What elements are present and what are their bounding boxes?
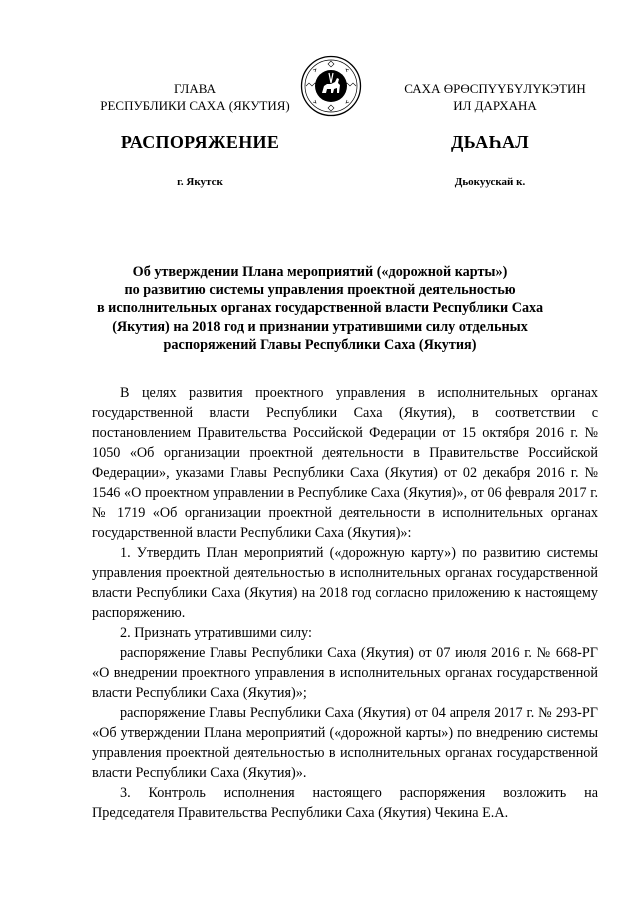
coat-of-arms-icon bbox=[300, 55, 362, 117]
body-item-2-sub-1: распоряжение Главы Республики Саха (Якутия) от 07 июля 2016 г. № 668-РГ «О внедрении проектного управления в исполнительных органах государственной власти Республики Саха (Якутия)»; bbox=[92, 645, 598, 701]
title-line: по развитию системы управления проектной деятельностью bbox=[124, 282, 516, 299]
issuer-sakha-line-1: САХА ӨРӨСПҮҮБҮЛҮКЭТИН bbox=[404, 81, 586, 96]
doc-type-sakha: ДЬАҺАЛ bbox=[451, 132, 529, 152]
title-line: в исполнительных органах государственной власти Республики Саха bbox=[96, 300, 544, 317]
doc-type-ru: РАСПОРЯЖЕНИЕ bbox=[120, 132, 280, 152]
city-ru: г. Якутск bbox=[177, 176, 223, 188]
title-line: (Якутия) на 2018 год и признании утратившими силу отдельных bbox=[112, 318, 528, 335]
issuer-name-ru bbox=[70, 80, 320, 114]
issuer-sakha-line-2: ИЛ ДАРХАНА bbox=[453, 98, 537, 113]
body-item-1: 1. Утвердить План мероприятий («дорожную карту») по развитию системы управления проектной деятельностью в исполнительных органах государственной власти Республики Саха (Якутия) на 2018 год согласно приложению к настоящему распоряжению. bbox=[92, 545, 598, 621]
issuer-name-sakha bbox=[385, 80, 605, 114]
issuer-line-2: РЕСПУБЛИКИ САХА (ЯКУТИЯ) bbox=[100, 98, 290, 113]
body-item-2-sub-2: распоряжение Главы Республики Саха (Якутия) от 04 апреля 2017 г. № 293-РГ «Об утверждении Плана мероприятий («дорожной карты») по внедрению системы управления проектной деятельностью в исполнительных органах государственной власти Республики Саха (Якутия)». bbox=[92, 705, 598, 781]
document-title bbox=[92, 263, 548, 354]
body-preamble: В целях развития проектного управления в исполнительных органах государственной власти Республики Саха (Якутия), в соответствии с постановлением Правительства Российской Федерации от 15 октября 2016 г. № 1050 «Об организации проектной деятельности в Правительстве Российской Федерации», указами Главы Республики Саха (Якутия) от 02 декабря 2016 г. № 1546 «О проектном управлении в Республике Саха (Якутия)», от 06 февраля 2017 г. № 1719 «Об организации проектной деятельности в исполнительных органах государственной власти Республики Саха (Якутия)»: bbox=[92, 385, 598, 541]
document-body bbox=[92, 383, 598, 823]
city-sakha: Дьокуускай к. bbox=[454, 176, 526, 188]
body-item-2: 2. Признать утратившими силу: bbox=[120, 625, 312, 641]
body-item-3: 3. Контроль исполнения настоящего распоряжения возложить на Председателя Правительства Республики Саха (Якутия) Чекина Е.А. bbox=[92, 785, 598, 821]
issuer-line-1: ГЛАВА bbox=[174, 81, 216, 96]
title-line: распоряжений Главы Республики Саха (Якутия) bbox=[163, 336, 477, 353]
title-line: Об утверждении Плана мероприятий («дорожной карты») bbox=[132, 264, 508, 280]
